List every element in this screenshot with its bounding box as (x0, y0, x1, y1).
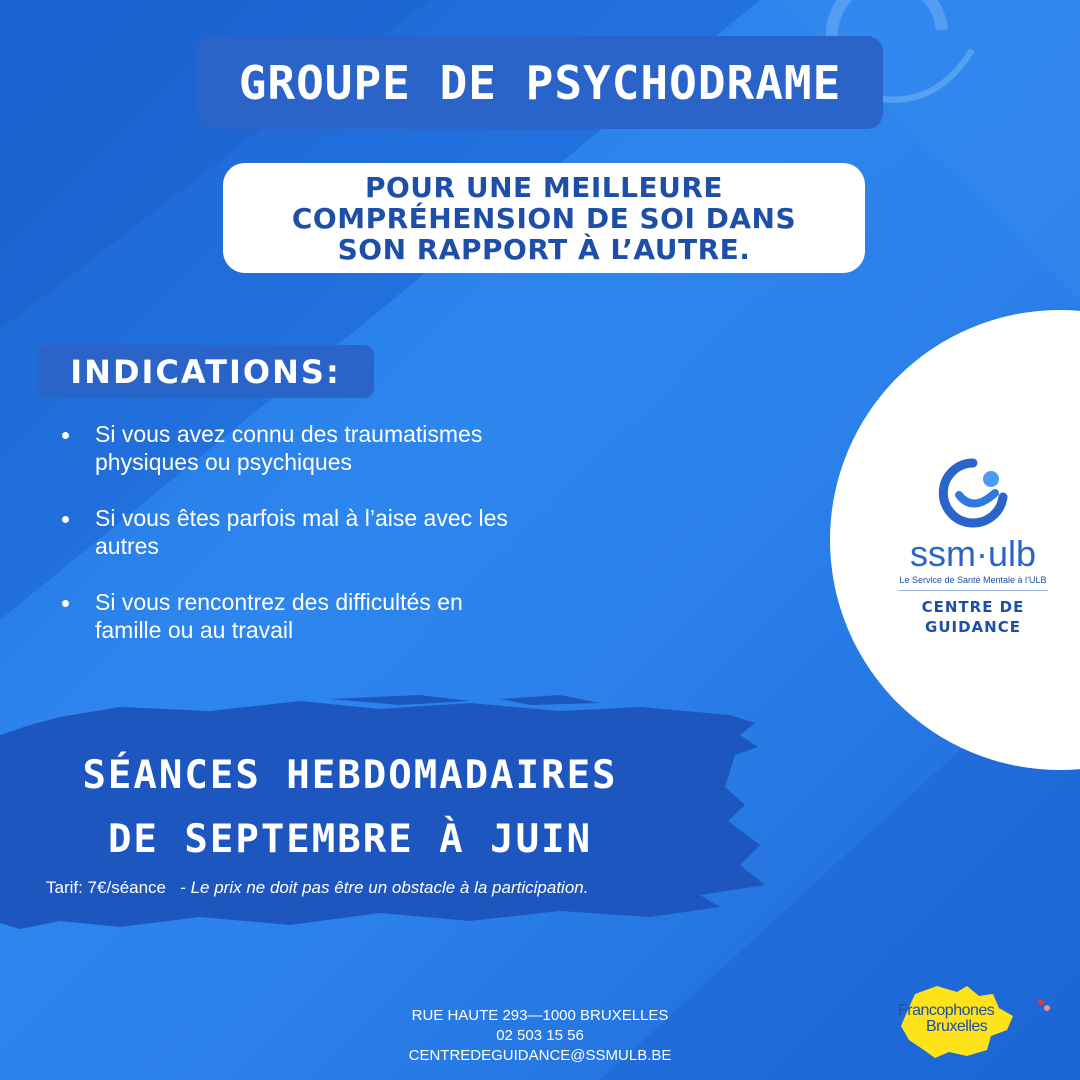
bullet-dot-icon (62, 600, 69, 607)
tarif-line: Tarif: 7€/séance - Le prix ne doit pas être un obstacle à la participation. (46, 878, 589, 897)
list-item (60, 420, 620, 476)
subtitle-banner (223, 163, 865, 273)
seances-heading (0, 744, 700, 872)
list-item-line: Si vous rencontrez des difficultés en (95, 589, 463, 615)
list-item-line: Si vous avez connu des traumatismes (95, 421, 483, 447)
seances-line-1: SÉANCES HEBDOMADAIRES (82, 753, 618, 798)
centre-label: CENTRE DE GUIDANCE (921, 598, 1025, 636)
contact-block (340, 1006, 740, 1066)
list-item-line: famille ou au travail (95, 617, 294, 643)
indications-heading: INDICATIONS: (70, 352, 341, 391)
list-item-line: physiques ou psychiques (95, 449, 352, 475)
partner-line-2: Bruxelles (926, 1018, 988, 1035)
list-item (60, 588, 620, 644)
title-banner (197, 36, 883, 129)
contact-phone: 02 503 15 56 (496, 1027, 584, 1044)
bullet-dot-icon (62, 516, 69, 523)
tarif-price: Tarif: 7€/séance (46, 878, 167, 897)
contact-email: CENTREDEGUIDANCE@SSMULB.BE (408, 1047, 672, 1064)
ssm-ulb-logo (868, 455, 1078, 637)
logo-tagline: Le Service de Santé Mentale à l’ULB (899, 575, 1047, 585)
tarif-note: Le prix ne doit pas être un obstacle à la participation. (190, 878, 589, 897)
logo-divider (898, 590, 1048, 591)
list-item (60, 504, 620, 560)
seances-line-2: DE SEPTEMBRE À JUIN (107, 817, 593, 862)
logo-name: ssm·ulb (909, 533, 1037, 574)
indications-list (60, 420, 620, 672)
partner-line-1: Francophones (898, 1002, 995, 1019)
partner-logo-text (898, 1003, 1058, 1035)
bullet-dot-icon (62, 432, 69, 439)
contact-address: RUE HAUTE 293—1000 BRUXELLES (411, 1007, 669, 1024)
list-item-line: Si vous êtes parfois mal à l’aise avec les (95, 505, 508, 531)
page-title: GROUPE DE PSYCHODRAME (238, 55, 842, 110)
subtitle: POUR UNE MEILLEURE COMPRÉHENSION DE SOI DANS SON RAPPORT À L’AUTRE. (291, 170, 797, 266)
list-item-line: autres (95, 533, 159, 559)
indications-banner (37, 345, 374, 398)
ssm-ulb-logo-icon (933, 455, 1013, 530)
